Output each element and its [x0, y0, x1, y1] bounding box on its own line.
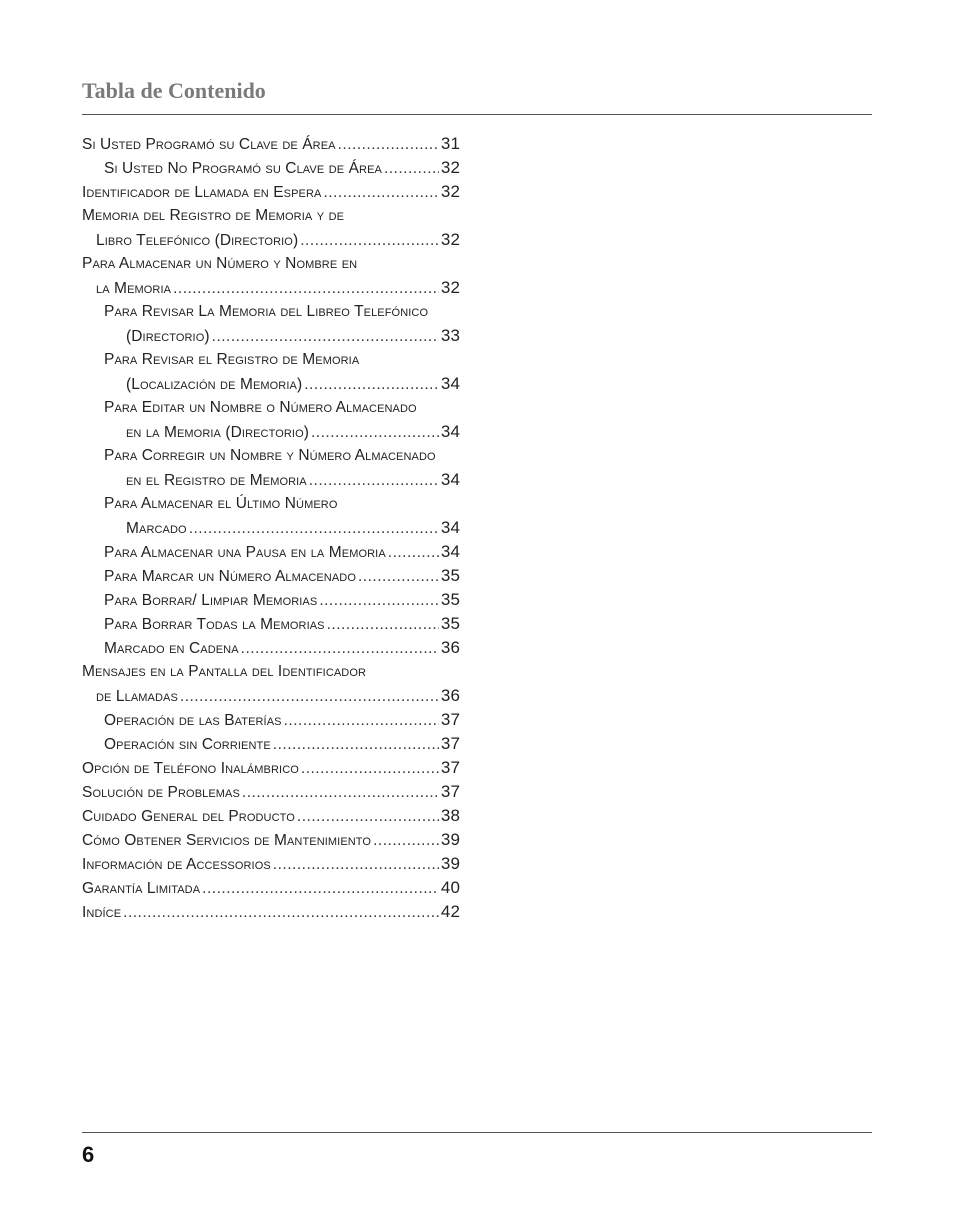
dot-leader — [189, 517, 439, 541]
toc-entry-page: 31 — [440, 134, 460, 153]
toc-entry-title: Si Usted Programó su Clave de Área — [82, 136, 336, 153]
toc-entry-title: Marcado en Cadena — [104, 640, 239, 657]
dot-leader — [241, 637, 439, 661]
dot-leader — [300, 229, 439, 253]
toc-entry-page: 36 — [440, 686, 460, 705]
dot-leader — [273, 853, 439, 877]
toc-entry-page: 35 — [440, 590, 460, 609]
toc-entry-title: Para Revisar el Registro de Memoria — [104, 351, 360, 368]
toc-entry-page: 35 — [440, 614, 460, 633]
toc-entry — [82, 396, 460, 420]
toc-entry — [82, 252, 460, 276]
toc-entry-page: 37 — [440, 782, 460, 801]
toc-entry — [82, 156, 460, 180]
dot-leader — [338, 133, 439, 157]
dot-leader — [373, 829, 439, 853]
toc-entry — [82, 300, 460, 324]
toc-entry-title: Para Almacenar una Pausa en la Memoria — [104, 544, 386, 561]
dot-leader — [384, 157, 439, 181]
toc-entry-title: Para Marcar un Número Almacenado — [104, 568, 356, 585]
toc-entry — [82, 324, 460, 348]
toc-entry-page: 37 — [440, 758, 460, 777]
toc-entry — [82, 132, 460, 156]
toc-entry-page: 32 — [440, 278, 460, 297]
dot-leader — [202, 877, 439, 901]
dot-leader — [123, 901, 439, 925]
page-number: 6 — [82, 1142, 95, 1167]
toc-entry-title: Para Almacenar el Último Número — [104, 495, 338, 512]
toc-entry — [82, 684, 460, 708]
toc-entry-title: Para Borrar/ Limpiar Memorias — [104, 592, 318, 609]
table-of-contents — [82, 132, 460, 924]
toc-entry-page: 33 — [440, 326, 460, 345]
toc-entry-title: Garantía Limitada — [82, 880, 201, 897]
toc-entry-page: 37 — [440, 710, 460, 729]
toc-entry-title: la Memoria — [96, 280, 172, 297]
toc-entry — [82, 660, 460, 684]
toc-entry-title: Para Corregir un Nombre y Número Almacenado — [104, 447, 436, 464]
toc-entry-page: 34 — [440, 470, 460, 489]
header-rule — [82, 114, 872, 115]
toc-entry — [82, 180, 460, 204]
toc-entry — [82, 612, 460, 636]
toc-entry-title: Opción de Teléfono Inalámbrico — [82, 760, 299, 777]
toc-entry — [82, 756, 460, 780]
toc-entry — [82, 348, 460, 372]
toc-entry — [82, 828, 460, 852]
dot-leader — [242, 781, 439, 805]
toc-entry — [82, 276, 460, 300]
toc-entry-title: Cómo Obtener Servicios de Mantenimiento — [82, 832, 372, 849]
toc-entry-title: Indíce — [82, 904, 122, 921]
dot-leader — [212, 325, 439, 349]
dot-leader — [358, 565, 439, 589]
toc-entry-page: 42 — [440, 902, 460, 921]
toc-entry-page: 32 — [440, 158, 460, 177]
dot-leader — [311, 421, 439, 445]
toc-entry-page: 34 — [440, 542, 460, 561]
toc-entry-title: en la Memoria (Directorio) — [126, 424, 309, 441]
toc-entry — [82, 564, 460, 588]
toc-entry-title: Para Editar un Nombre o Número Almacenado — [104, 399, 417, 416]
toc-entry-page: 32 — [440, 182, 460, 201]
toc-entry-title: en el Registro de Memoria — [126, 472, 307, 489]
toc-entry-title: Para Borrar Todas la Memorias — [104, 616, 325, 633]
dot-leader — [284, 709, 439, 733]
toc-entry — [82, 708, 460, 732]
toc-entry-page: 36 — [440, 638, 460, 657]
toc-entry-title: Cuidado General del Producto — [82, 808, 295, 825]
toc-entry — [82, 516, 460, 540]
toc-entry-title: Memoria del Registro de Memoria y de — [82, 207, 345, 224]
toc-entry-title: Información de Accessorios — [82, 856, 271, 873]
dot-leader — [388, 541, 439, 565]
toc-entry-title: Solución de Problemas — [82, 784, 240, 801]
toc-entry — [82, 420, 460, 444]
toc-entry — [82, 588, 460, 612]
toc-entry — [82, 372, 460, 396]
dot-leader — [327, 613, 439, 637]
toc-entry-title: Mensajes en la Pantalla del Identificador — [82, 663, 367, 680]
toc-entry — [82, 732, 460, 756]
toc-entry-title: Identificador de Llamada en Espera — [82, 184, 322, 201]
toc-entry — [82, 204, 460, 228]
toc-entry — [82, 444, 460, 468]
toc-entry-title: Operación sin Corriente — [104, 736, 271, 753]
toc-entry-page: 39 — [440, 830, 460, 849]
toc-entry — [82, 540, 460, 564]
dot-leader — [180, 685, 439, 709]
toc-entry — [82, 636, 460, 660]
toc-entry-page: 34 — [440, 374, 460, 393]
toc-entry-page: 34 — [440, 518, 460, 537]
toc-entry-page: 38 — [440, 806, 460, 825]
toc-entry — [82, 876, 460, 900]
toc-entry-title: Si Usted No Programó su Clave de Área — [104, 160, 382, 177]
toc-entry-title: de Llamadas — [96, 688, 178, 705]
toc-entry — [82, 900, 460, 924]
toc-entry — [82, 492, 460, 516]
dot-leader — [319, 589, 439, 613]
toc-entry-page: 37 — [440, 734, 460, 753]
toc-entry-title: Libro Telefónico (Directorio) — [96, 232, 299, 249]
dot-leader — [323, 181, 438, 205]
toc-entry — [82, 468, 460, 492]
toc-entry-title: Para Revisar La Memoria del Libreo Telefónico — [104, 303, 429, 320]
page-title: Tabla de Contenido — [82, 78, 266, 103]
toc-entry — [82, 780, 460, 804]
toc-entry-title: Operación de las Baterías — [104, 712, 282, 729]
toc-entry-title: (Localización de Memoria) — [126, 376, 303, 393]
dot-leader — [304, 373, 439, 397]
toc-entry-title: Para Almacenar un Número y Nombre en — [82, 255, 358, 272]
dot-leader — [297, 805, 439, 829]
dot-leader — [173, 277, 439, 301]
toc-entry-title: Marcado — [126, 520, 187, 537]
toc-entry-title: (Directorio) — [126, 328, 210, 345]
toc-entry-page: 39 — [440, 854, 460, 873]
toc-entry — [82, 228, 460, 252]
footer-rule — [82, 1132, 872, 1133]
toc-entry-page: 34 — [440, 422, 460, 441]
dot-leader — [309, 469, 439, 493]
dot-leader — [273, 733, 439, 757]
toc-entry — [82, 804, 460, 828]
toc-entry-page: 35 — [440, 566, 460, 585]
dot-leader — [301, 757, 439, 781]
toc-entry-page: 40 — [440, 878, 460, 897]
toc-entry-page: 32 — [440, 230, 460, 249]
toc-entry — [82, 852, 460, 876]
